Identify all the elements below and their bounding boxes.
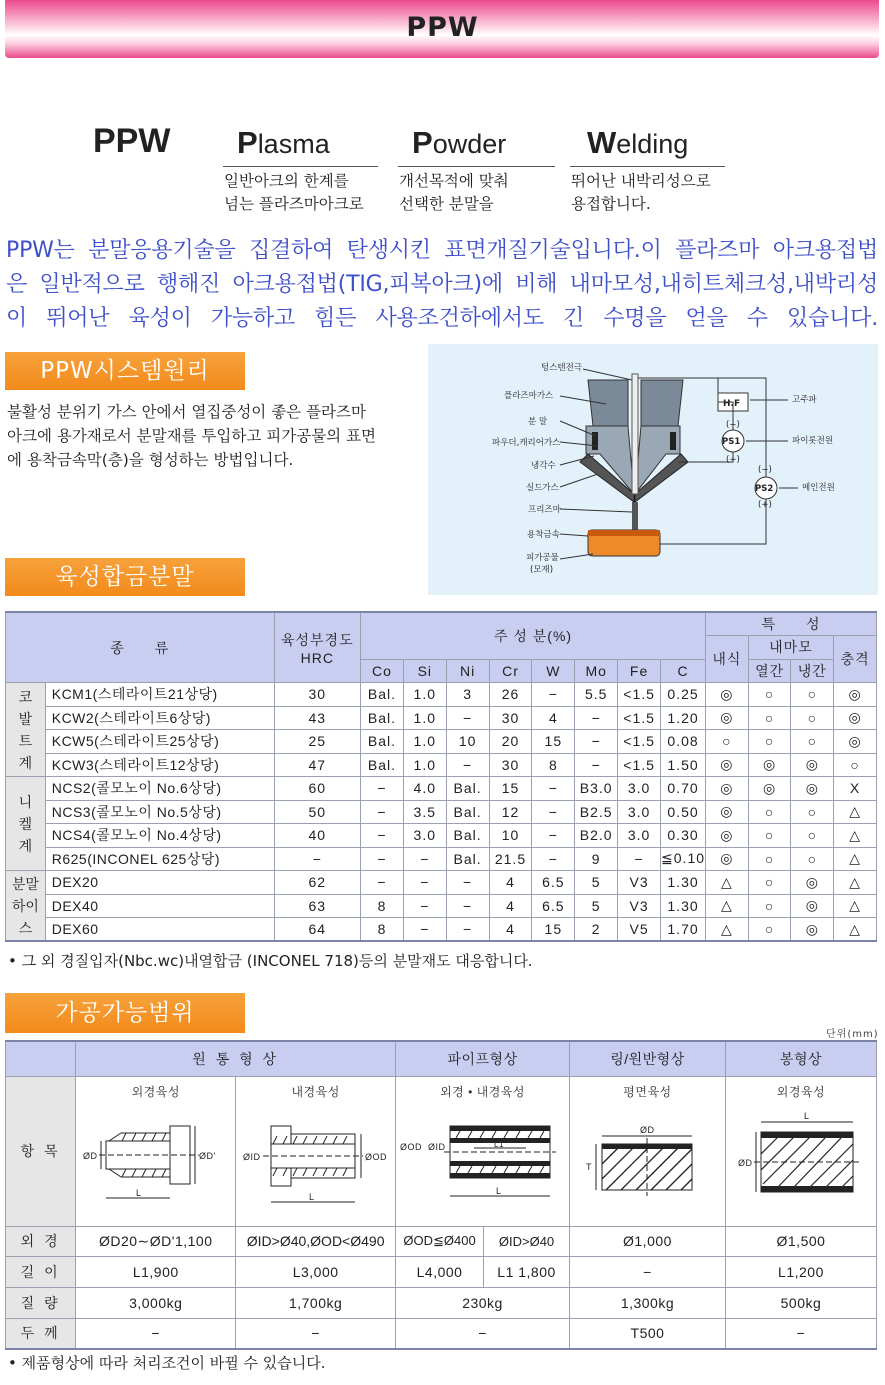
- composition-cell: 3.5: [403, 800, 446, 824]
- property-cell: ◎: [706, 824, 749, 848]
- property-cell: △: [706, 871, 749, 895]
- property-cell: ○: [748, 824, 791, 848]
- property-cell: △: [834, 824, 877, 848]
- svg-text:(+): (+): [758, 500, 772, 510]
- cell: −: [396, 1318, 570, 1349]
- composition-cell: −: [618, 847, 661, 871]
- composition-cell: 6.5: [532, 871, 575, 895]
- composition-cell: 12: [489, 800, 532, 824]
- alloy-name-cell: DEX60: [45, 918, 274, 942]
- alloy-powder-table: [5, 611, 877, 942]
- composition-cell: −: [403, 847, 446, 871]
- composition-cell: 4: [489, 871, 532, 895]
- group-label: 분말 하이스: [6, 871, 46, 942]
- composition-cell: B2.5: [575, 800, 618, 824]
- property-cell: ○: [791, 683, 834, 707]
- range-note: • 제품형상에 따라 처리조건이 바뀔 수 있습니다.: [8, 1354, 326, 1372]
- hardness-cell: 64: [274, 918, 360, 942]
- composition-cell: −: [361, 800, 404, 824]
- composition-cell: 8: [361, 894, 404, 918]
- svg-text:ØD: ØD: [640, 1124, 655, 1135]
- composition-cell: V3: [618, 894, 661, 918]
- composition-cell: 1.0: [403, 706, 446, 730]
- svg-text:플라즈마가스: 플라즈마가스: [504, 391, 554, 401]
- composition-cell: −: [446, 753, 489, 777]
- property-cell: △: [834, 871, 877, 895]
- composition-cell: 30: [489, 706, 532, 730]
- col-header-element: Cr: [489, 659, 532, 683]
- composition-cell: −: [361, 847, 404, 871]
- svg-text:L: L: [308, 1191, 315, 1202]
- composition-cell: −: [532, 800, 575, 824]
- property-cell: ◎: [748, 753, 791, 777]
- hardness-cell: 25: [274, 730, 360, 754]
- svg-text:L: L: [495, 1185, 502, 1196]
- table-row: [6, 730, 877, 754]
- table-row: [6, 824, 877, 848]
- group-label: 니 켈 계: [6, 777, 46, 871]
- cell: 500kg: [725, 1287, 876, 1318]
- caption-powder: 개선목적에 맞춰 선택한 분말을: [399, 172, 509, 213]
- svg-text:피가공물: 피가공물: [526, 553, 559, 563]
- caption-plasma: 일반아크의 한계를 넘는 플라즈마아크로: [224, 172, 364, 213]
- property-cell: ◎: [706, 683, 749, 707]
- composition-cell: −: [575, 753, 618, 777]
- figure-inner-cylinder: 내경육성 ØID ØOD L: [236, 1076, 396, 1226]
- property-cell: ○: [748, 706, 791, 730]
- property-cell: △: [834, 800, 877, 824]
- cell: T500: [570, 1318, 726, 1349]
- svg-text:파이롯전원: 파이롯전원: [792, 436, 834, 446]
- hardness-cell: 47: [274, 753, 360, 777]
- composition-cell: 0.70: [661, 777, 706, 801]
- svg-text:(−): (−): [758, 465, 772, 475]
- property-cell: ◎: [748, 777, 791, 801]
- svg-text:ØD: ØD: [82, 1150, 98, 1161]
- principle-text: 불활성 분위기 가스 안에서 열집중성이 좋은 플라즈마 아크에 용가재로서 분말재를 투입하고 피가공물의 표면 에 용착금속막(층)을 형성하는 방법입니다.: [7, 403, 377, 469]
- composition-cell: 3.0: [618, 777, 661, 801]
- composition-cell: Bal.: [361, 753, 404, 777]
- composition-cell: −: [532, 777, 575, 801]
- figure-pipe: 외경 • 내경육성 ØOD ØID L1 L: [396, 1076, 570, 1226]
- property-cell: ◎: [791, 777, 834, 801]
- cell: ØID>Ø40: [484, 1226, 570, 1256]
- cell: L1,200: [725, 1256, 876, 1287]
- table-row: [6, 871, 877, 895]
- composition-cell: 8: [361, 918, 404, 942]
- ring-drawing: [572, 1104, 722, 1214]
- composition-cell: −: [361, 871, 404, 895]
- composition-cell: 0.08: [661, 730, 706, 754]
- property-cell: ◎: [706, 800, 749, 824]
- section-heading-principle: PPW시스템원리: [5, 352, 245, 390]
- svg-text:파우더,캐리어가스: 파우더,캐리어가스: [492, 438, 561, 448]
- ps1-label: PS1: [722, 437, 741, 447]
- alloy-name-cell: NCS3(콜모노이 No.5상당): [45, 800, 274, 824]
- svg-text:ØID: ØID: [427, 1141, 446, 1152]
- composition-cell: 21.5: [489, 847, 532, 871]
- table-row: [6, 847, 877, 871]
- property-cell: ○: [791, 800, 834, 824]
- col-header-impact: 충격: [834, 636, 877, 683]
- composition-cell: B2.0: [575, 824, 618, 848]
- hardness-cell: 43: [274, 706, 360, 730]
- cell: ØID>Ø40,ØOD<Ø490: [236, 1226, 396, 1256]
- processing-range-table: [5, 1040, 877, 1350]
- property-cell: ◎: [834, 683, 877, 707]
- svg-text:(+): (+): [726, 455, 740, 465]
- svg-text:(−): (−): [726, 420, 740, 430]
- cell: ØOD≦Ø400: [396, 1226, 484, 1256]
- plasma-torch-diagram: [428, 344, 878, 595]
- composition-cell: 2: [575, 918, 618, 942]
- property-cell: ○: [706, 730, 749, 754]
- figure-outer-cylinder: 외경육성 ØD ØD' L: [76, 1076, 236, 1226]
- col-header-type: 종 류: [6, 612, 275, 683]
- property-cell: ○: [748, 683, 791, 707]
- composition-cell: −: [361, 777, 404, 801]
- row-header-item: 항 목: [6, 1076, 76, 1226]
- composition-cell: 15: [532, 918, 575, 942]
- hardness-cell: 63: [274, 894, 360, 918]
- composition-cell: 5: [575, 871, 618, 895]
- composition-cell: 3.0: [403, 824, 446, 848]
- composition-cell: 1.70: [661, 918, 706, 942]
- divider: [570, 166, 725, 167]
- property-cell: ◎: [791, 753, 834, 777]
- property-cell: ○: [748, 894, 791, 918]
- cell: L1 1,800: [484, 1256, 570, 1287]
- property-cell: △: [834, 918, 877, 942]
- composition-cell: −: [403, 894, 446, 918]
- hardness-cell: 30: [274, 683, 360, 707]
- property-cell: ◎: [706, 777, 749, 801]
- hardness-cell: 40: [274, 824, 360, 848]
- composition-cell: Bal.: [446, 777, 489, 801]
- property-cell: ○: [748, 847, 791, 871]
- alloy-name-cell: R625(INCONEL 625상당): [45, 847, 274, 871]
- svg-text:ØD': ØD': [198, 1150, 216, 1161]
- property-cell: ○: [748, 730, 791, 754]
- table-row: [6, 800, 877, 824]
- cell: 1,700kg: [236, 1287, 396, 1318]
- svg-text:T: T: [586, 1161, 593, 1172]
- property-cell: △: [706, 894, 749, 918]
- svg-text:냉각수: 냉각수: [531, 461, 556, 471]
- cell: 3,000kg: [76, 1287, 236, 1318]
- property-cell: △: [834, 847, 877, 871]
- col-header-element: Mo: [575, 659, 618, 683]
- alloy-name-cell: NCS4(콜모노이 No.4상당): [45, 824, 274, 848]
- property-cell: ◎: [834, 706, 877, 730]
- cell: Ø1,000: [570, 1226, 726, 1256]
- composition-cell: −: [575, 730, 618, 754]
- property-cell: ○: [748, 918, 791, 942]
- cell: Ø1,500: [725, 1226, 876, 1256]
- property-cell: ○: [791, 730, 834, 754]
- composition-cell: 1.0: [403, 730, 446, 754]
- property-cell: ○: [791, 824, 834, 848]
- alloy-name-cell: DEX20: [45, 871, 274, 895]
- property-cell: ○: [834, 753, 877, 777]
- col-header-hardness: 육성부경도 HRC: [274, 612, 360, 683]
- col-header-cylinder: 원 통 형 상: [76, 1041, 396, 1076]
- property-cell: ○: [791, 847, 834, 871]
- svg-text:ØOD: ØOD: [364, 1151, 387, 1162]
- composition-cell: 0.50: [661, 800, 706, 824]
- composition-cell: 5: [575, 894, 618, 918]
- hardness-cell: 60: [274, 777, 360, 801]
- composition-cell: 5.5: [575, 683, 618, 707]
- composition-cell: 1.30: [661, 894, 706, 918]
- table-row: [6, 777, 877, 801]
- composition-cell: 20: [489, 730, 532, 754]
- col-header-composition: 주 성 분(%): [361, 612, 706, 659]
- hardness-cell: −: [274, 847, 360, 871]
- svg-text:용착금속: 용착금속: [527, 530, 560, 540]
- property-cell: ◎: [706, 847, 749, 871]
- property-cell: ◎: [791, 894, 834, 918]
- composition-cell: 3.0: [618, 800, 661, 824]
- col-header-element: W: [532, 659, 575, 683]
- composition-cell: V5: [618, 918, 661, 942]
- corner-cell: [6, 1041, 76, 1076]
- word-welding: Welding: [587, 125, 689, 160]
- composition-cell: −: [532, 847, 575, 871]
- cell: −: [570, 1256, 726, 1287]
- svg-text:고주파: 고주파: [792, 395, 817, 405]
- alloy-note: • 그 외 경질입자(Nbc.wc)내열합금 (INCONEL 718)등의 분말재도 대응합니다.: [8, 952, 533, 970]
- row-header-length: 길 이: [6, 1256, 76, 1287]
- cell: L4,000: [396, 1256, 484, 1287]
- cell: −: [76, 1318, 236, 1349]
- property-cell: ◎: [706, 753, 749, 777]
- composition-cell: 1.50: [661, 753, 706, 777]
- property-cell: ◎: [791, 871, 834, 895]
- group-label: 코 발 트 계: [6, 683, 46, 777]
- table-row: [6, 753, 877, 777]
- property-cell: ◎: [834, 730, 877, 754]
- composition-cell: <1.5: [618, 753, 661, 777]
- alloy-name-cell: KCM1(스테라이트21상당): [45, 683, 274, 707]
- svg-text:메인전원: 메인전원: [802, 483, 835, 493]
- row-header-thickness: 두 께: [6, 1318, 76, 1349]
- composition-cell: −: [446, 918, 489, 942]
- svg-text:L: L: [135, 1187, 142, 1198]
- col-header-hot: 열간: [748, 659, 791, 683]
- col-header-element: Fe: [618, 659, 661, 683]
- word-plasma: Plasma: [237, 125, 330, 160]
- word-powder: Powder: [412, 125, 507, 160]
- svg-text:L1: L1: [493, 1139, 504, 1149]
- composition-cell: 6.5: [532, 894, 575, 918]
- property-cell: ○: [791, 706, 834, 730]
- composition-cell: −: [532, 824, 575, 848]
- composition-cell: 4: [532, 706, 575, 730]
- unit-label: 단위(mm): [826, 1029, 879, 1040]
- svg-text:L: L: [803, 1110, 810, 1121]
- table-row: [6, 918, 877, 942]
- figure-ring: 평면육성 ØD T: [570, 1076, 726, 1226]
- composition-cell: 3: [446, 683, 489, 707]
- inner-cylinder-drawing: [241, 1104, 391, 1214]
- col-header-element: Si: [403, 659, 446, 683]
- property-cell: ○: [748, 871, 791, 895]
- section-heading-range: 가공가능범위: [5, 993, 245, 1033]
- cell: 230kg: [396, 1287, 570, 1318]
- divider: [223, 166, 378, 167]
- composition-cell: 8: [532, 753, 575, 777]
- alloy-name-cell: KCW2(스테라이트6상당): [45, 706, 274, 730]
- table-row: [6, 894, 877, 918]
- cell: L1,900: [76, 1256, 236, 1287]
- page-title: PPW: [406, 12, 479, 43]
- pipe-drawing: [398, 1104, 568, 1214]
- composition-cell: 26: [489, 683, 532, 707]
- property-cell: ◎: [706, 706, 749, 730]
- col-header-bar: 봉형상: [725, 1041, 876, 1076]
- col-header-pipe: 파이프형상: [396, 1041, 570, 1076]
- svg-text:실드가스: 실드가스: [526, 483, 559, 493]
- property-cell: X: [834, 777, 877, 801]
- row-header-mass: 질 량: [6, 1287, 76, 1318]
- composition-cell: −: [446, 871, 489, 895]
- property-cell: △: [834, 894, 877, 918]
- composition-cell: 10: [446, 730, 489, 754]
- composition-cell: −: [403, 871, 446, 895]
- col-header-element: C: [661, 659, 706, 683]
- composition-cell: 4: [489, 918, 532, 942]
- svg-text:프리즈마: 프리즈마: [528, 505, 561, 515]
- col-header-corrosion: 내식: [706, 636, 749, 683]
- cell: −: [236, 1318, 396, 1349]
- property-cell: △: [706, 918, 749, 942]
- composition-cell: <1.5: [618, 730, 661, 754]
- composition-cell: −: [575, 706, 618, 730]
- col-header-properties: 특 성: [706, 612, 877, 636]
- hardness-cell: 50: [274, 800, 360, 824]
- composition-cell: V3: [618, 871, 661, 895]
- alloy-name-cell: DEX40: [45, 894, 274, 918]
- composition-cell: 1.0: [403, 683, 446, 707]
- alloy-name-cell: KCW5(스테라이트25상당): [45, 730, 274, 754]
- cell: ØD20∼ØD'1,100: [76, 1226, 236, 1256]
- composition-cell: −: [446, 894, 489, 918]
- composition-cell: 0.30: [661, 824, 706, 848]
- composition-cell: 1.20: [661, 706, 706, 730]
- composition-cell: 4: [489, 894, 532, 918]
- figure-bar: 외경육성 L ØD: [725, 1076, 876, 1226]
- col-header-element: Co: [361, 659, 404, 683]
- composition-cell: 1.0: [403, 753, 446, 777]
- col-header-element: Ni: [446, 659, 489, 683]
- composition-cell: Bal.: [446, 824, 489, 848]
- hardness-cell: 62: [274, 871, 360, 895]
- acronym: PPW: [93, 122, 171, 160]
- composition-cell: Bal.: [361, 683, 404, 707]
- col-header-ring: 링/원반형상: [570, 1041, 726, 1076]
- alloy-name-cell: KCW3(스테라이트12상당): [45, 753, 274, 777]
- composition-cell: ≦0.10: [661, 847, 706, 871]
- section-heading-alloy: 육성합금분말: [5, 558, 245, 596]
- composition-cell: −: [403, 918, 446, 942]
- composition-cell: −: [532, 683, 575, 707]
- composition-cell: 15: [489, 777, 532, 801]
- hf-label: H.F: [723, 399, 741, 409]
- composition-cell: 3.0: [618, 824, 661, 848]
- outer-cylinder-drawing: [81, 1104, 231, 1214]
- svg-text:텅스텐전극: 텅스텐전극: [541, 363, 583, 373]
- composition-cell: 4.0: [403, 777, 446, 801]
- col-header-wear: 내마모: [748, 636, 833, 660]
- composition-cell: 9: [575, 847, 618, 871]
- composition-cell: Bal.: [446, 847, 489, 871]
- composition-cell: 30: [489, 753, 532, 777]
- composition-cell: <1.5: [618, 706, 661, 730]
- property-cell: ◎: [791, 918, 834, 942]
- table-row: [6, 706, 877, 730]
- cell: 1,300kg: [570, 1287, 726, 1318]
- composition-cell: 10: [489, 824, 532, 848]
- svg-text:ØD: ØD: [737, 1157, 753, 1168]
- composition-cell: −: [446, 706, 489, 730]
- ps2-label: PS2: [755, 484, 774, 494]
- divider: [398, 166, 555, 167]
- composition-cell: Bal.: [446, 800, 489, 824]
- composition-cell: 15: [532, 730, 575, 754]
- composition-cell: Bal.: [361, 730, 404, 754]
- svg-text:분 말: 분 말: [528, 417, 548, 427]
- intro-paragraph: PPW는 분말응용기술을 집결하여 탄생시킨 표면개질기술입니다.이 플라즈마 아크용접법 은 일반적으로 행해진 아크용접법(TIG,피복아크)에 비해 내마모성,내히트체크성,내박리성 이 뛰어난 육성이 가능하고 힘든 사용조건하에서도 긴 수명을 얻을 수 있습니다.: [6, 238, 878, 331]
- property-cell: ○: [748, 800, 791, 824]
- cell: −: [725, 1318, 876, 1349]
- svg-text:(모재): (모재): [530, 565, 554, 575]
- composition-cell: <1.5: [618, 683, 661, 707]
- table-row: [6, 683, 877, 707]
- svg-text:ØID: ØID: [242, 1151, 261, 1162]
- composition-cell: Bal.: [361, 706, 404, 730]
- alloy-name-cell: NCS2(콜모노이 No.6상당): [45, 777, 274, 801]
- composition-cell: 1.30: [661, 871, 706, 895]
- col-header-cold: 냉간: [791, 659, 834, 683]
- bar-drawing: [726, 1104, 876, 1214]
- row-header-diameter: 외 경: [6, 1226, 76, 1256]
- composition-cell: 0.25: [661, 683, 706, 707]
- composition-cell: −: [361, 824, 404, 848]
- svg-text:ØOD: ØOD: [399, 1141, 422, 1152]
- caption-welding: 뛰어난 내박리성으로 용접합니다.: [571, 172, 711, 213]
- composition-cell: B3.0: [575, 777, 618, 801]
- cell: L3,000: [236, 1256, 396, 1287]
